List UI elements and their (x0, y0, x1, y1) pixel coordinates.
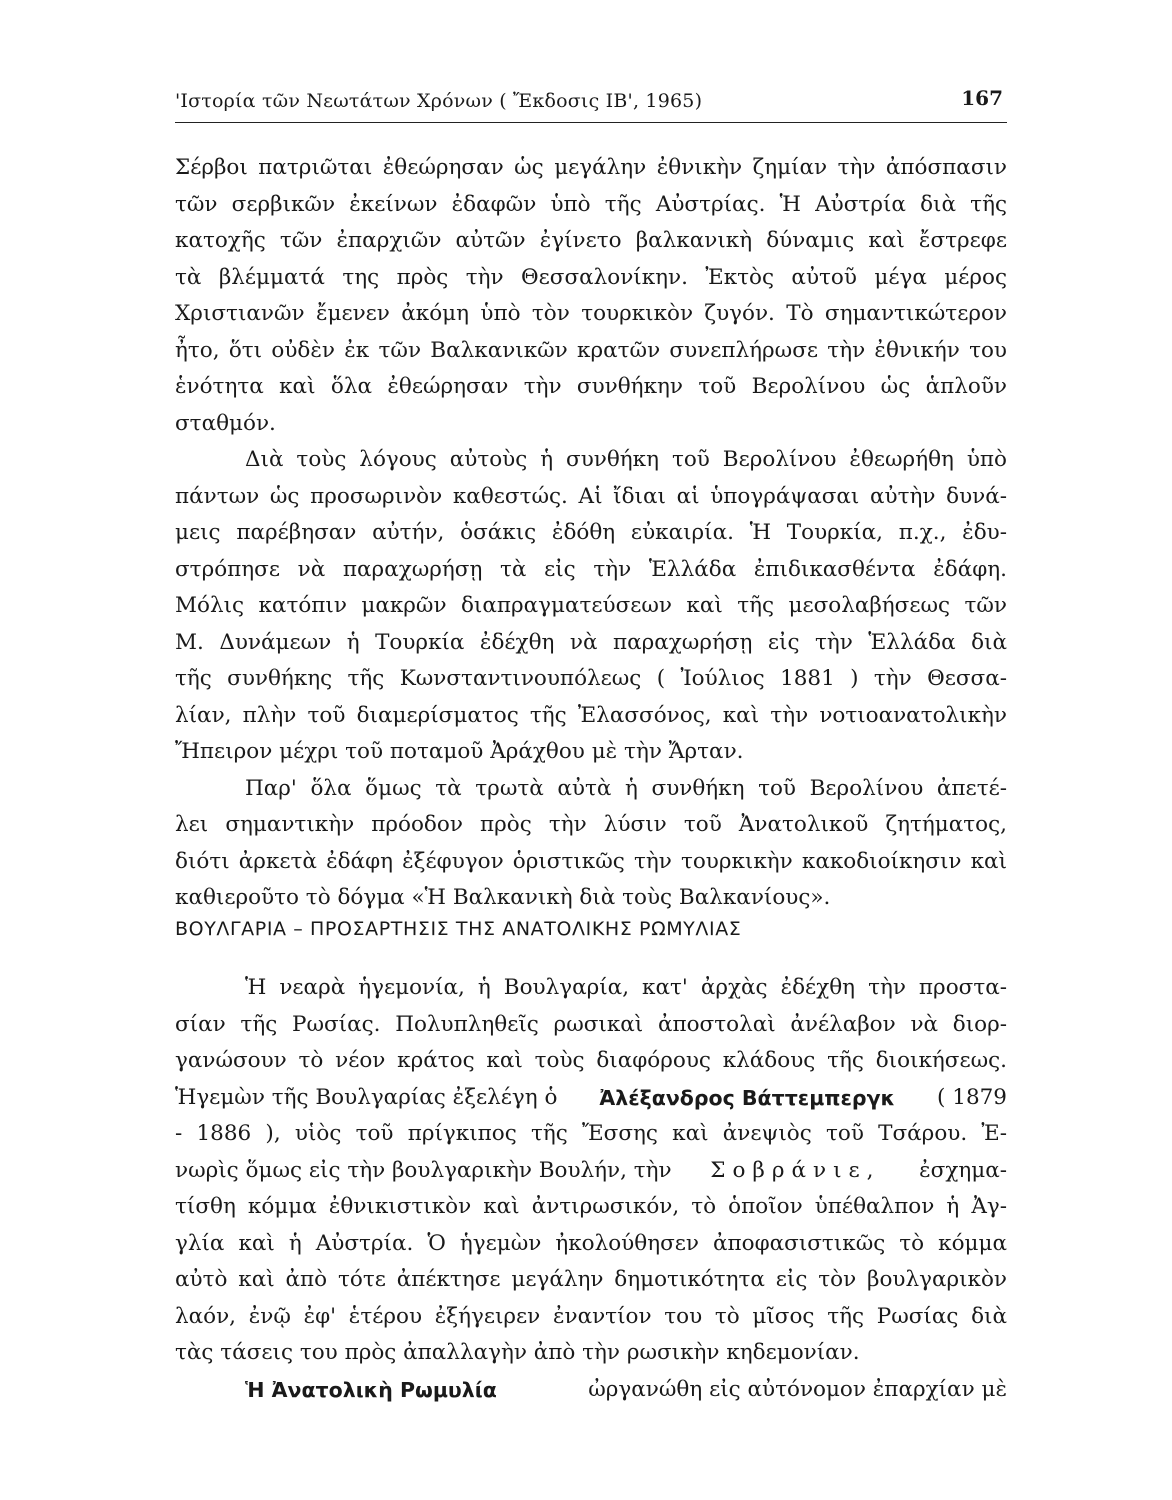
text-line: ἦτο, ὅτι οὐδὲν ἐκ τῶν Βαλκανικῶν κρατῶν συνεπλήρωσε τὴν ἐθνικήν του (175, 337, 1007, 363)
running-header (175, 86, 1007, 123)
text-line: καθιεροῦτο τὸ δόγμα «Ἡ Βαλκανικὴ διὰ τοὺς Βαλκανίους». (175, 885, 831, 910)
text-line: Χριστιανῶν ἔμενεν ἀκόμη ὑπὸ τὸν τουρκικὸν ζυγόν. Τὸ σημαντικώτερον (175, 301, 1007, 326)
text-fragment: ἐσχημα- (919, 1157, 1007, 1183)
text-line: τῆς συνθήκης τῆς Κωνσταντινουπόλεως ( Ἰούλιος 1881 ) τὴν Θεσσα- (175, 666, 1007, 691)
text-line: κατοχῆς τῶν ἐπαρχιῶν αὐτῶν ἐγίνετο βαλκανικὴ δύναμις καὶ ἔστρεφε (175, 228, 1007, 253)
header-title: 'Ιστορία τῶν Νεωτάτων Χρόνων ( Ἔκδοσις ΙΒ', 1965) (175, 90, 703, 112)
text-line: μεις παρέβησαν αὐτήν, ὁσάκις ἐδόθη εὐκαιρία. Ἡ Τουρκία, π.χ., ἐδυ- (175, 520, 1007, 545)
text-line: Ἤπειρον μέχρι τοῦ ποταμοῦ Ἀράχθου μὲ τὴν Ἄρταν. (175, 739, 744, 764)
text-line: σίαν τῆς Ρωσίας. Πολυπληθεῖς ρωσικαὶ ἀποστολαὶ ἀνέλαβον νὰ διορ- (175, 1011, 1007, 1037)
text-fragment: ὠργανώθη εἰς αὐτόνομον ἐπαρχίαν μὲ (588, 1376, 1007, 1402)
text-line: ἑνότητα καὶ ὅλα ἐθεώρησαν τὴν συνθήκην τοῦ Βερολίνου ὡς ἁπλοῦν (175, 374, 1007, 399)
text-line: Παρ' ὅλα ὅμως τὰ τρωτὰ αὐτὰ ἡ συνθήκη τοῦ Βερολίνου ἀπετέ- (245, 775, 1007, 801)
text-line: γλία καὶ ἡ Αὐστρία. Ὁ ἡγεμὼν ἠκολούθησεν ἀποφασιστικῶς τὸ κόμμα (175, 1230, 1007, 1256)
text-line: Μόλις κατόπιν μακρῶν διαπραγματεύσεων καὶ τῆς μεσολαβήσεως τῶν (175, 593, 1007, 618)
text-line: πάντων ὡς προσωρινὸν καθεστώς. Αἱ ἴδιαι αἱ ὑπογράψασαι αὐτὴν δυνά- (175, 483, 1007, 509)
text-line: - 1886 ), υἱὸς τοῦ πρίγκιπος τῆς Ἔσσης καὶ ἀνεψιὸς τοῦ Τσάρου. Ἐ- (175, 1121, 1007, 1146)
text-line: Ἡ νεαρὰ ἡγεμονία, ἡ Βουλγαρία, κατ' ἀρχὰς ἐδέχθη τὴν προστα- (245, 975, 1007, 1000)
text-line: τὰ βλέμματά της πρὸς τὴν Θεσσαλονίκην. Ἐκτὸς αὐτοῦ μέγα μέρος (175, 264, 1007, 290)
text-line: γανώσουν τὸ νέον κράτος καὶ τοὺς διαφόρους κλάδους τῆς διοικήσεως. (175, 1048, 1007, 1073)
text-fragment: Ἡγεμὼν τῆς Βουλγαρίας ἐξελέγη ὁ (175, 1084, 558, 1110)
text-line: τὰς τάσεις του πρὸς ἀπαλλαγὴν ἀπὸ τὴν ρωσικὴν κηδεμονίαν. (175, 1340, 860, 1365)
text-line: διότι ἀρκετὰ ἐδάφη ἐξέφυγον ὁριστικῶς τὴν τουρκικὴν κακοδιοίκησιν καὶ (175, 848, 1007, 874)
text-line (175, 1080, 1007, 1117)
section-heading: ΒΟΥΛΓΑΡΙΑ – ΠΡΟΣΑΡΤΗΣΙΣ ΤΗΣ ΑΝΑΤΟΛΙΚΗΣ ΡΩΜΥΛΙΑΣ (175, 918, 742, 940)
text-fragment: ( 1879 (937, 1084, 1007, 1110)
section-1-text (175, 150, 1007, 917)
text-line: λαόν, ἐνῷ ἐφ' ἑτέρου ἐξήγειρεν ἐναντίον του τὸ μῖσος τῆς Ρωσίας διὰ (175, 1303, 1007, 1329)
text-line: σταθμόν. (175, 410, 276, 436)
text-line: στρόπησε νὰ παραχωρήσῃ τὰ εἰς τὴν Ἑλλάδα ἐπιδικασθέντα ἐδάφη. (175, 556, 1007, 582)
text-line: αὐτὸ καὶ ἀπὸ τότε ἀπέκτησε μεγάλην δημοτικότητα εἰς τὸν βουλγαρικὸν (175, 1267, 1007, 1292)
text-fragment: νωρὶς ὅμως εἰς τὴν βουλγαρικὴν Βουλήν, τὴν (175, 1157, 672, 1183)
text-line: τίσθη κόμμα ἐθνικιστικὸν καὶ ἀντιρωσικόν, τὸ ὁποῖον ὑπέθαλπον ἡ Ἀγ- (175, 1194, 1007, 1219)
spaced-term: Σοβράνιε, (710, 1157, 881, 1183)
text-line: Μ. Δυνάμεων ἡ Τουρκία ἐδέχθη νὰ παραχωρήσῃ εἰς τὴν Ἑλλάδα διὰ (175, 629, 1007, 655)
page-number: 167 (961, 86, 1003, 110)
text-line: τῶν σερβικῶν ἐκείνων ἐδαφῶν ὑπὸ τῆς Αὐστρίας. Ἡ Αὐστρία διὰ τῆς (175, 191, 1007, 217)
bold-term: Ἡ Ἀνατολικὴ Ρωμυλία (245, 1377, 497, 1402)
text-line: Σέρβοι πατριῶται ἐθεώρησαν ὡς μεγάλην ἐθνικὴν ζημίαν τὴν ἀπόσπασιν (175, 155, 1007, 180)
text-line (175, 1153, 1007, 1190)
section-2-text (175, 970, 1007, 1408)
text-line: λει σημαντικὴν πρόοδον πρὸς τὴν λύσιν τοῦ Ἀνατολικοῦ ζητήματος, (175, 812, 1007, 837)
bold-name: Ἀλέξανδρος Βάττεμπεργκ (599, 1085, 896, 1110)
text-line (175, 1372, 1007, 1409)
text-line: λίαν, πλὴν τοῦ διαμερίσματος τῆς Ἐλασσόνος, καὶ τὴν νοτιοανατολικὴν (175, 702, 1007, 728)
text-line: Διὰ τοὺς λόγους αὐτοὺς ἡ συνθήκη τοῦ Βερολίνου ἐθεωρήθη ὑπὸ (245, 447, 1007, 472)
